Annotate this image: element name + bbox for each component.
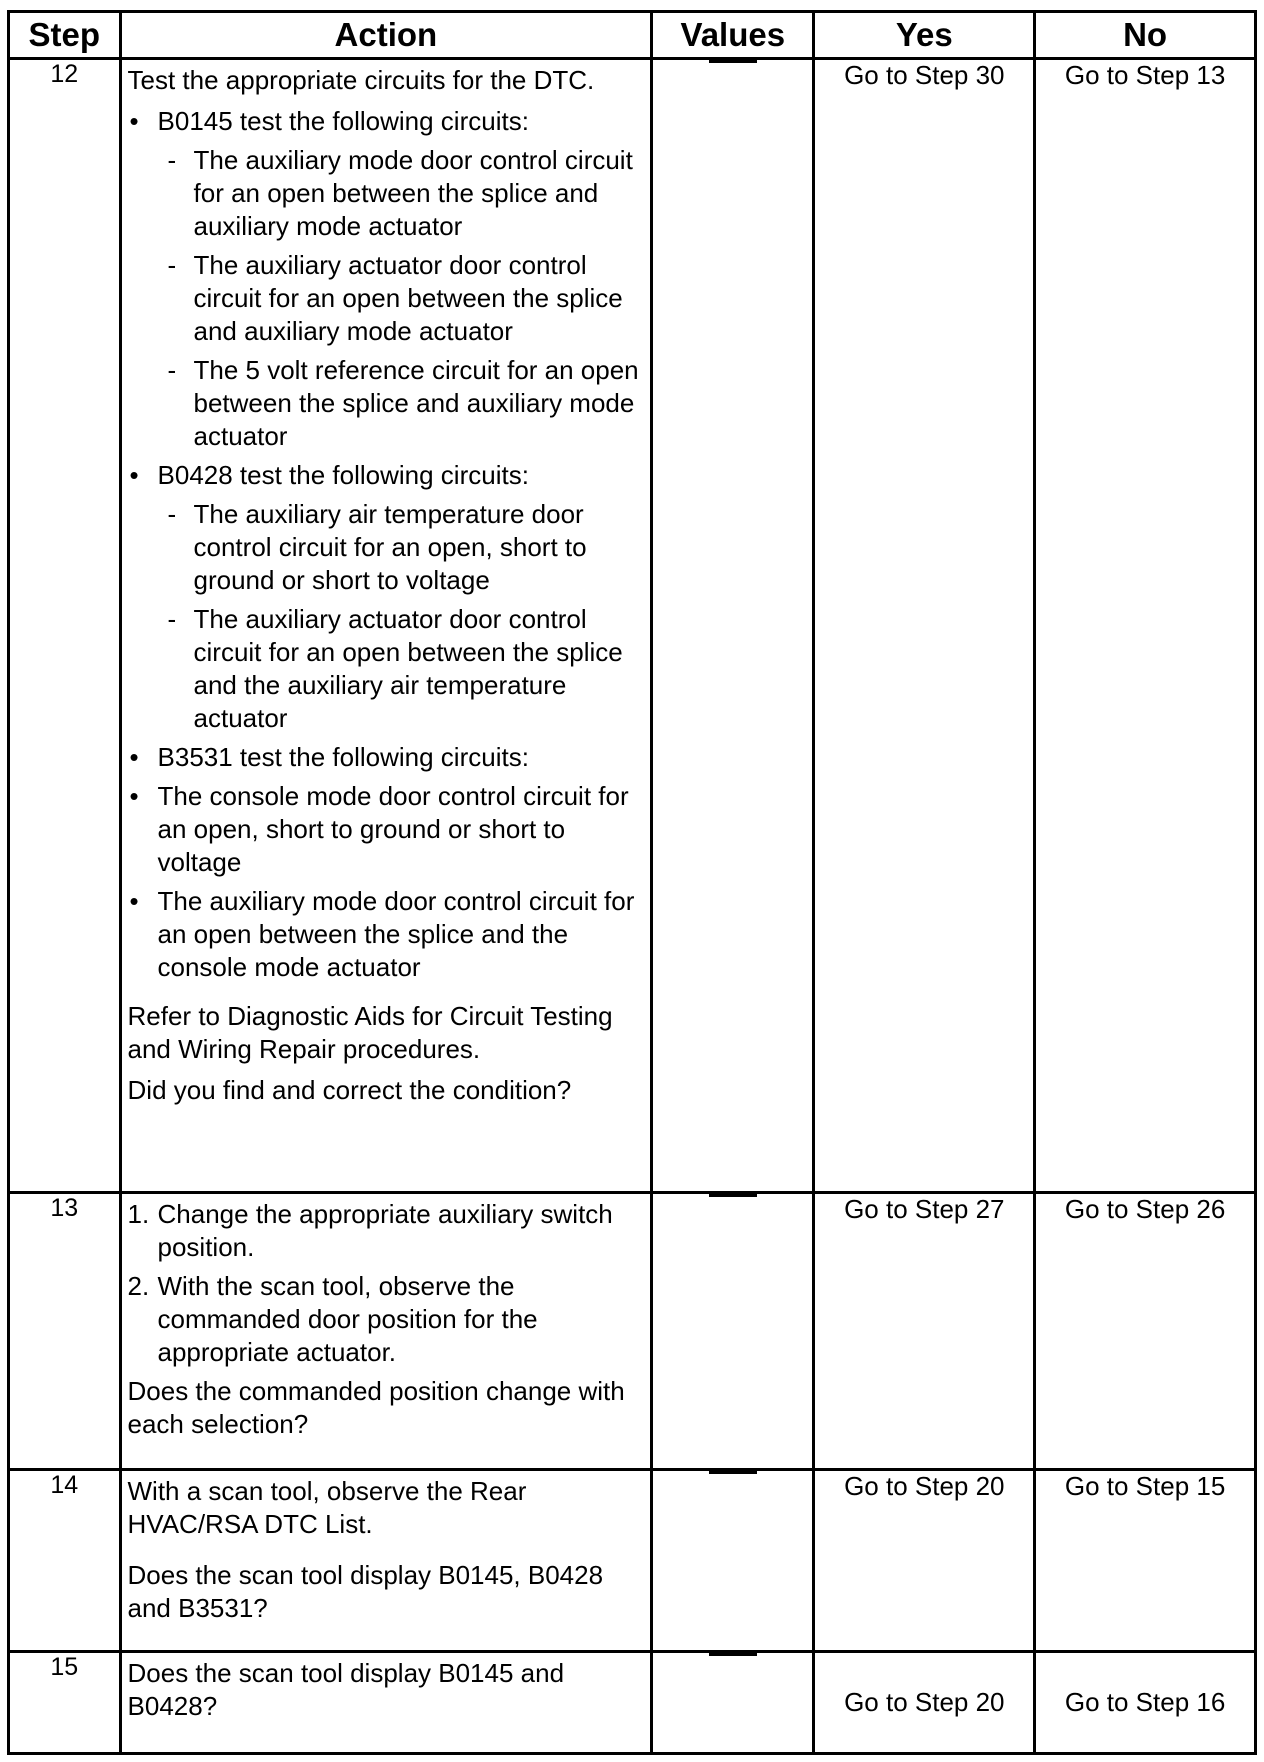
header-action: Action [120, 12, 652, 59]
action-question: Did you find and correct the condition? [127, 1075, 572, 1105]
dash-icon: - [167, 604, 177, 634]
list-item: • The auxiliary mode door control circuit for an open between the splice and the console mode actuator [129, 886, 635, 982]
action-intro: With a scan tool, observe the Rear HVAC/RSA DTC List. [127, 1475, 527, 1539]
list-item: - The auxiliary actuator door control circuit for an open between the splice and the auxiliary air temperature actuator [167, 604, 623, 733]
no-cell: Go to Step 13 [1035, 59, 1256, 1193]
step-number: 15 [9, 1652, 121, 1754]
header-yes: Yes [814, 12, 1035, 59]
list-item: - The 5 volt reference circuit for an open between the splice and auxiliary mode actuator [167, 355, 639, 451]
action-cell [120, 59, 652, 1193]
bullet-icon: • [129, 460, 139, 490]
table-row-step-14 [9, 1469, 1256, 1651]
step-number: 14 [9, 1469, 121, 1651]
bullet-icon: • [129, 886, 139, 916]
dash-icon: - [167, 250, 177, 280]
header-no: No [1035, 12, 1256, 59]
table-row-step-13 [9, 1193, 1256, 1470]
table-row-step-15 [9, 1652, 1256, 1754]
em-dash-value [709, 1653, 757, 1656]
action-intro: Test the appropriate circuits for the DTC. [127, 65, 595, 95]
list-item: - The auxiliary actuator door control circuit for an open between the splice and auxiliary mode actuator [167, 250, 623, 346]
values-cell [652, 1652, 814, 1754]
list-item: 1. Change the appropriate auxiliary switch position. [127, 1199, 613, 1263]
diagnostic-table [7, 10, 1257, 1755]
action-question: Does the scan tool display B0145 and B0428? [127, 1658, 565, 1722]
action-question: Does the commanded position change with each selection? [127, 1376, 625, 1440]
action-cell [120, 1193, 652, 1470]
em-dash-value [709, 1471, 757, 1474]
action-question: Does the scan tool display B0145, B0428 and B3531? [127, 1559, 604, 1623]
list-item: 2. With the scan tool, observe the commanded door position for the appropriate actuator. [127, 1271, 538, 1368]
action-cell [120, 1652, 652, 1754]
table-row-step-12 [9, 59, 1256, 1193]
yes-cell: Go to Step 20 [814, 1652, 1035, 1754]
list-item: • The console mode door control circuit for an open, short to ground or short to voltage [129, 781, 629, 877]
em-dash-value [709, 60, 757, 63]
header-values: Values [652, 12, 814, 59]
no-cell: Go to Step 26 [1035, 1193, 1256, 1470]
yes-cell: Go to Step 30 [814, 59, 1035, 1193]
list-item: - The auxiliary mode door control circuit for an open between the splice and auxiliary mode actuator [167, 145, 633, 241]
number-marker: 2. [127, 1271, 150, 1302]
number-marker: 1. [127, 1199, 150, 1230]
values-cell [652, 1469, 814, 1651]
list-item: • B0145 test the following circuits: [129, 106, 529, 136]
dash-icon: - [167, 499, 177, 529]
dash-icon: - [167, 355, 177, 385]
list-item: • B0428 test the following circuits: [129, 460, 529, 490]
header-step: Step [9, 12, 121, 59]
values-cell [652, 59, 814, 1193]
list-item: - The auxiliary air temperature door control circuit for an open, short to ground or short to voltage [167, 499, 587, 595]
action-reference: Refer to Diagnostic Aids for Circuit Testing and Wiring Repair procedures. [127, 1001, 613, 1064]
no-cell: Go to Step 15 [1035, 1469, 1256, 1651]
bullet-icon: • [129, 781, 139, 811]
yes-cell: Go to Step 20 [814, 1469, 1035, 1651]
values-cell [652, 1193, 814, 1470]
no-cell: Go to Step 16 [1035, 1652, 1256, 1754]
action-cell [120, 1469, 652, 1651]
header-row [9, 12, 1256, 59]
step-number: 12 [9, 59, 121, 1193]
dash-icon: - [167, 145, 177, 175]
em-dash-value [709, 1194, 757, 1197]
step-number: 13 [9, 1193, 121, 1470]
bullet-icon: • [129, 742, 139, 772]
bullet-icon: • [129, 106, 139, 136]
list-item: • B3531 test the following circuits: [129, 742, 529, 772]
yes-cell: Go to Step 27 [814, 1193, 1035, 1470]
